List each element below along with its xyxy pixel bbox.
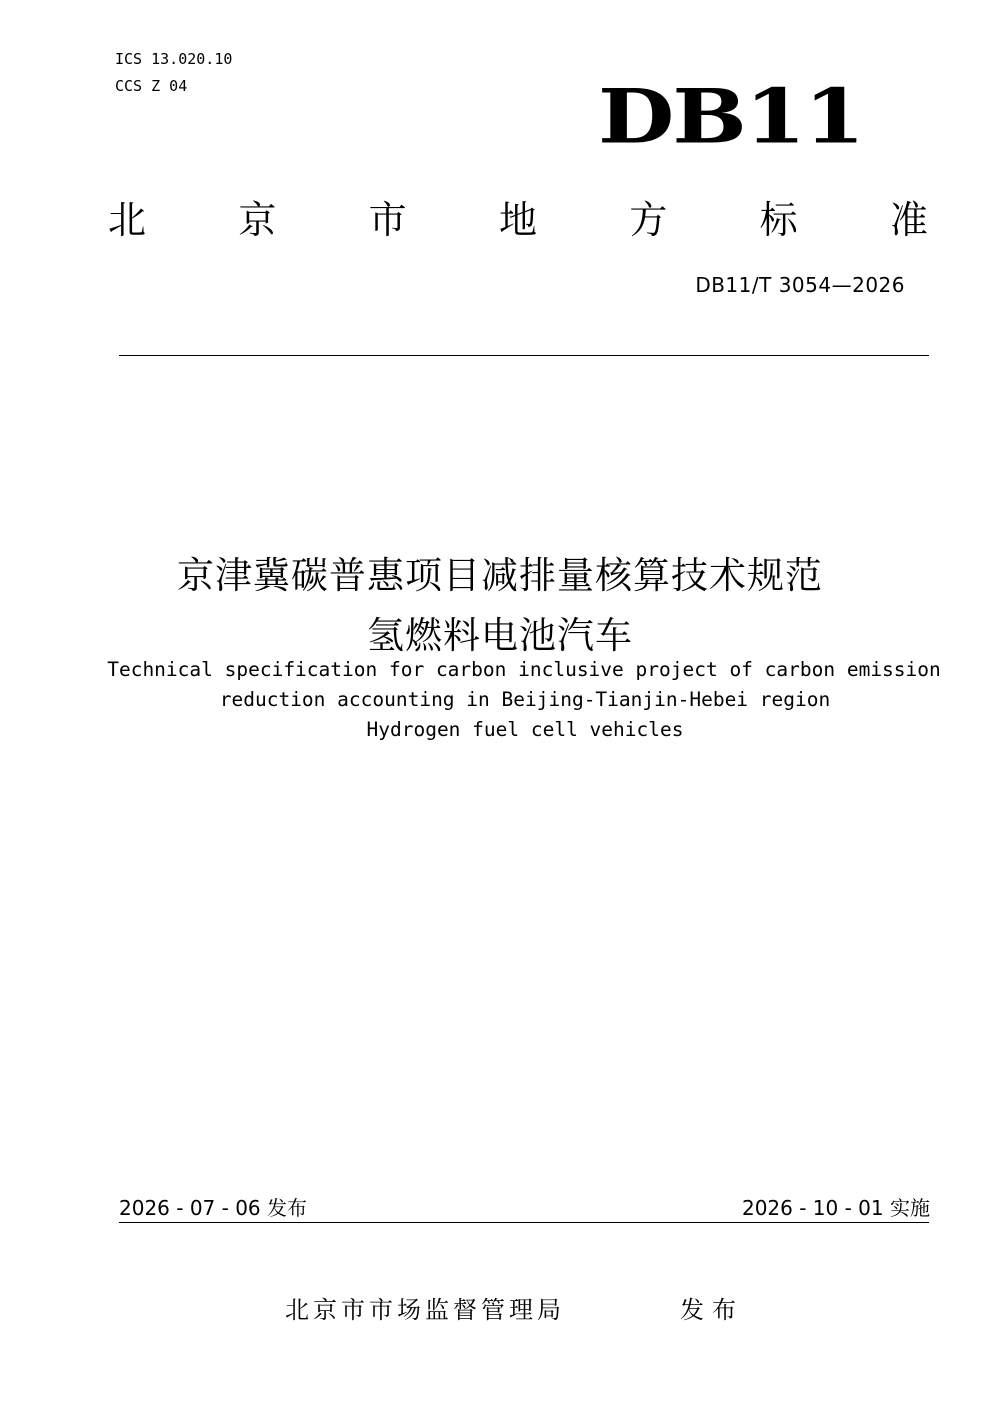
standard-type-char: 方 [629,198,668,242]
title-english-line2: reduction accounting in Beijing-Tianjin-Hebei region [219,688,831,711]
db11-logo: DB11 [598,72,864,161]
implementation-date: 2026 - 10 - 01 实施 [741,1196,930,1220]
standard-type-char: 准 [889,198,928,242]
ics-code: ICS 13.020.10 [115,50,233,68]
title-english-line1: Technical specification for carbon inclusive project of carbon emission [107,658,941,681]
standard-type-char: 标 [759,198,798,242]
title-chinese-line2: 氢燃料电池汽车 [367,614,633,657]
standard-type-char: 市 [368,198,407,242]
standard-type-char: 北 [108,198,147,242]
title-english-line3: Hydrogen fuel cell vehicles [366,718,684,741]
standard-type-heading [108,190,928,250]
issue-date: 2026 - 07 - 06 发布 [119,1196,308,1220]
standard-type-char: 京 [238,198,277,242]
top-divider [119,355,929,356]
title-chinese-line1: 京津冀碳普惠项目减排量核算技术规范 [177,554,823,597]
issuing-authority: 北京市市场监督管理局 [285,1296,565,1324]
standard-number: DB11/T 3054—2026 [695,273,905,297]
standard-type-char: 地 [498,198,537,242]
ccs-code: CCS Z 04 [115,77,188,95]
publish-label: 发布 [680,1296,744,1324]
bottom-divider [119,1222,929,1223]
